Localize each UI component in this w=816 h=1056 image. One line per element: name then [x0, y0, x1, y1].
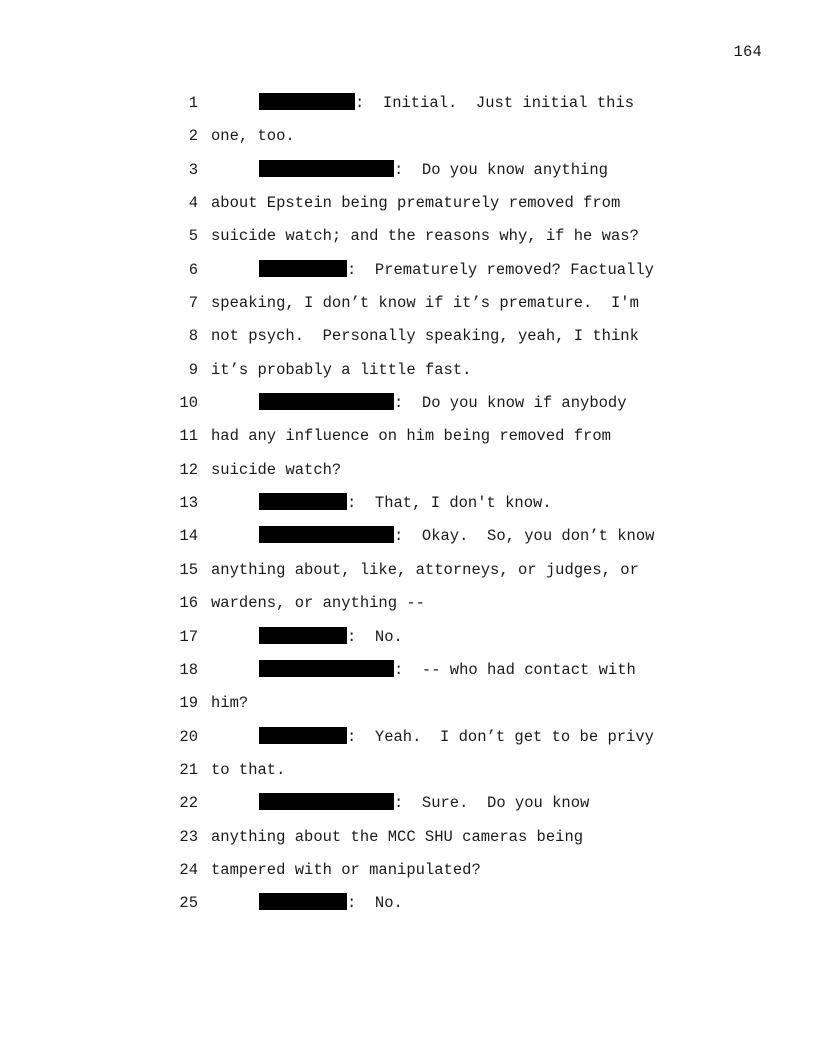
line-number: 9 [188, 360, 198, 379]
line-number: 7 [188, 294, 198, 313]
transcript-line [0, 857, 816, 890]
line-number: 16 [179, 594, 198, 613]
line-number: 25 [179, 894, 198, 913]
transcript-line [0, 123, 816, 156]
line-content: suicide watch? [211, 460, 342, 479]
line-content: : Prematurely removed? Factually [347, 260, 654, 279]
line-content: speaking, I don’t know if it’s premature. I'm [211, 294, 639, 313]
transcript-line [0, 90, 816, 123]
line-content: not psych. Personally speaking, yeah, I think [211, 327, 639, 346]
line-text [211, 190, 620, 216]
transcript-line [0, 157, 816, 190]
line-number: 24 [179, 860, 198, 879]
line-text [259, 724, 654, 750]
line-text [211, 323, 639, 349]
line-content: : Sure. Do you know [394, 794, 590, 813]
transcript-line [0, 257, 816, 290]
line-text [211, 557, 639, 583]
line-content: about Epstein being prematurely removed from [211, 194, 621, 213]
line-text [211, 590, 425, 616]
line-number: 6 [188, 260, 198, 279]
line-number: 11 [179, 427, 198, 446]
transcript-line [0, 290, 816, 323]
transcript-line [0, 390, 816, 423]
transcript-line [0, 357, 816, 390]
line-content: it’s probably a little fast. [211, 360, 472, 379]
line-content: : Yeah. I don’t get to be privy [347, 727, 654, 746]
transcript-line [0, 657, 816, 690]
redaction-bar [259, 627, 347, 644]
transcript-line [0, 790, 816, 823]
transcript-line [0, 490, 816, 523]
line-number: 15 [179, 560, 198, 579]
line-text [211, 690, 248, 716]
transcript-line [0, 323, 816, 356]
transcript-line [0, 590, 816, 623]
redaction-bar [259, 526, 394, 543]
line-text [259, 257, 654, 283]
line-number: 14 [179, 527, 198, 546]
line-text [259, 157, 608, 183]
line-content: : -- who had contact with [394, 660, 636, 679]
line-number: 10 [179, 394, 198, 413]
line-text [211, 357, 471, 383]
line-content: : Initial. Just initial this [355, 94, 635, 112]
transcript-line [0, 890, 816, 923]
line-text [211, 857, 481, 883]
line-text [259, 90, 634, 116]
line-number: 19 [179, 694, 198, 713]
line-content: one, too. [211, 127, 295, 146]
transcript-line [0, 624, 816, 657]
line-content: : No. [347, 627, 403, 646]
line-number: 4 [188, 194, 198, 213]
line-number: 22 [179, 794, 198, 813]
line-number: 20 [179, 727, 198, 746]
line-text [211, 223, 639, 249]
redaction-bar [259, 727, 347, 744]
redaction-bar [259, 393, 394, 410]
line-number: 12 [179, 460, 198, 479]
redaction-bar [259, 660, 394, 677]
transcript-line [0, 190, 816, 223]
line-content: anything about the MCC SHU cameras being [211, 827, 584, 846]
transcript-body [0, 90, 816, 924]
line-text [211, 757, 285, 783]
line-number: 8 [188, 327, 198, 346]
line-text [259, 890, 403, 916]
line-text [259, 790, 589, 816]
transcript-line [0, 457, 816, 490]
transcript-line [0, 557, 816, 590]
line-content: him? [211, 694, 249, 713]
line-text [259, 657, 636, 683]
transcript-line [0, 223, 816, 256]
page-number: 164 [733, 43, 762, 61]
transcript-line [0, 690, 816, 723]
line-number: 21 [179, 760, 198, 779]
transcript-line [0, 523, 816, 556]
line-content: : Do you know anything [394, 160, 608, 179]
line-text [211, 423, 611, 449]
line-text [259, 523, 654, 549]
line-number: 23 [179, 827, 198, 846]
line-text [211, 457, 341, 483]
line-number: 5 [188, 227, 198, 246]
line-text [259, 490, 552, 516]
transcript-line [0, 724, 816, 757]
redaction-bar [259, 893, 347, 910]
line-content: had any influence on him being removed from [211, 427, 611, 446]
line-content: : No. [347, 894, 403, 913]
line-content: suicide watch; and the reasons why, if he was? [211, 227, 639, 246]
transcript-line [0, 423, 816, 456]
line-number: 13 [179, 494, 198, 513]
line-text [259, 390, 627, 416]
line-text [259, 624, 403, 650]
redaction-bar [259, 93, 355, 110]
line-number: 2 [188, 127, 198, 146]
line-number: 17 [179, 627, 198, 646]
line-text [211, 824, 583, 850]
line-content: : Do you know if anybody [394, 394, 627, 413]
redaction-bar [259, 160, 394, 177]
line-number: 18 [179, 660, 198, 679]
redaction-bar [259, 793, 394, 810]
redaction-bar [259, 260, 347, 277]
line-text [211, 123, 295, 149]
transcript-line [0, 757, 816, 790]
line-content: anything about, like, attorneys, or judges, or [211, 560, 639, 579]
transcript-line [0, 824, 816, 857]
redaction-bar [259, 493, 347, 510]
line-number: 3 [188, 160, 198, 179]
line-content: : That, I don't know. [347, 494, 552, 513]
line-text [211, 290, 639, 316]
line-content: to that. [211, 760, 286, 779]
line-number: 1 [188, 94, 198, 112]
line-content: tampered with or manipulated? [211, 860, 481, 879]
line-content: wardens, or anything -- [211, 594, 425, 613]
line-content: : Okay. So, you don’t know [394, 527, 655, 546]
